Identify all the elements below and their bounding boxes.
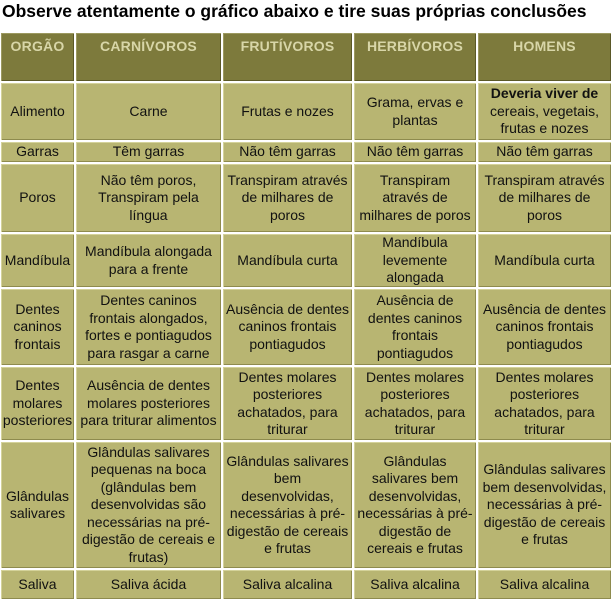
table-cell-homens-content [496, 143, 592, 161]
header-frutivoros: FRUTÍVOROS [222, 32, 353, 82]
table-cell-frutivoros: Glândulas salivares bem desenvolvidas, necessárias à pré-digestão de cereais e frutas [222, 441, 353, 569]
table-cell-frutivoros: Dentes molares posteriores achatados, para triturar [222, 366, 353, 441]
comparison-table [0, 32, 612, 600]
table-cell-herbivoros: Glândulas salivares bem desenvolvidas, necessárias à pré-digestão de cereais e frutas [353, 441, 477, 569]
table-cell-homens [477, 163, 612, 233]
table-cell-carnivoros: Têm garras [75, 141, 222, 163]
table-cell-frutivoros: Não têm garras [222, 141, 353, 163]
table-cell-organ: Garras [0, 141, 75, 163]
table-cell-homens-content [481, 461, 608, 549]
header-homens: HOMENS [477, 32, 612, 82]
table-cell-carnivoros: Não têm poros, Transpiram pela língua [75, 163, 222, 233]
table-cell-homens [477, 82, 612, 141]
table-cell-homens-content [481, 85, 608, 138]
table-cell-frutivoros: Ausência de dentes caninos frontais pontiagudos [222, 288, 353, 366]
table-cell-homens [477, 441, 612, 569]
table-cell-herbivoros: Grama, ervas e plantas [353, 82, 477, 141]
table-cell-carnivoros: Carne [75, 82, 222, 141]
homens-text: Ausência de dentes caninos frontais pontiagudos [483, 300, 606, 352]
table-cell-herbivoros: Dentes molares posteriores achatados, para triturar [353, 366, 477, 441]
table-cell-frutivoros: Mandíbula curta [222, 233, 353, 288]
table-cell-organ: Dentes molares posteriores [0, 366, 75, 441]
table-cell-homens [477, 141, 612, 163]
homens-emphasis-text: Deveria viver de [490, 85, 599, 102]
table-cell-carnivoros: Ausência de dentes molares posteriores para triturar alimentos [75, 366, 222, 441]
table-cell-frutivoros: Saliva alcalina [222, 569, 353, 600]
table-cell-carnivoros: Saliva ácida [75, 569, 222, 600]
table-cell-herbivoros: Saliva alcalina [353, 569, 477, 600]
homens-text: Não têm garras [496, 143, 593, 160]
table-cell-organ: Mandíbula [0, 233, 75, 288]
homens-text: cereais, vegetais, frutas e nozes [490, 102, 599, 137]
table-cell-herbivoros: Não têm garras [353, 141, 477, 163]
table-cell-homens-content [481, 369, 608, 439]
homens-text: Saliva alcalina [499, 575, 590, 592]
table-cell-carnivoros: Mandíbula alongada para a frente [75, 233, 222, 288]
table-cell-organ: Dentes caninos frontais [0, 288, 75, 366]
homens-text: Dentes molares posteriores achatados, para triturar [494, 368, 595, 437]
table-cell-homens-content [494, 252, 594, 270]
header-orgao: ORGÃO [0, 32, 75, 82]
table-cell-organ: Poros [0, 163, 75, 233]
page-title: Observe atentamente o gráfico abaixo e tire suas próprias conclusões [2, 1, 587, 21]
table-cell-homens-content [481, 172, 608, 225]
table-cell-organ: Saliva [0, 569, 75, 600]
header-herbivoros: HERBÍVOROS [353, 32, 477, 82]
header-carnivoros: CARNÍVOROS [75, 32, 222, 82]
table-cell-organ: Glândulas salivares [0, 441, 75, 569]
homens-text: Glândulas salivares bem desenvolvidas, necessárias à pré-digestão de cereais e frutas [482, 461, 607, 548]
table-cell-homens [477, 569, 612, 600]
homens-text: Mandíbula curta [494, 251, 595, 268]
table-cell-carnivoros: Glândulas salivares pequenas na boca (glândulas bem desenvolvidas são necessárias na pré-digestão de cereais e frutas) [75, 441, 222, 569]
table-cell-herbivoros: Mandíbula levemente alongada [353, 233, 477, 288]
table-cell-homens-content [500, 576, 590, 594]
table-cell-homens [477, 366, 612, 441]
table-cell-frutivoros: Frutas e nozes [222, 82, 353, 141]
table-cell-frutivoros: Transpiram através de milhares de poros [222, 163, 353, 233]
table-cell-homens-content [481, 301, 608, 354]
table-cell-carnivoros: Dentes caninos frontais alongados, fortes e pontiagudos para rasgar a carne [75, 288, 222, 366]
table-cell-herbivoros: Transpiram através de milhares de poros [353, 163, 477, 233]
table-cell-herbivoros: Ausência de dentes caninos frontais pontiagudos [353, 288, 477, 366]
homens-text: Transpiram através de milhares de poros [484, 171, 605, 223]
table-cell-homens [477, 233, 612, 288]
table-cell-organ: Alimento [0, 82, 75, 141]
table-cell-homens [477, 288, 612, 366]
